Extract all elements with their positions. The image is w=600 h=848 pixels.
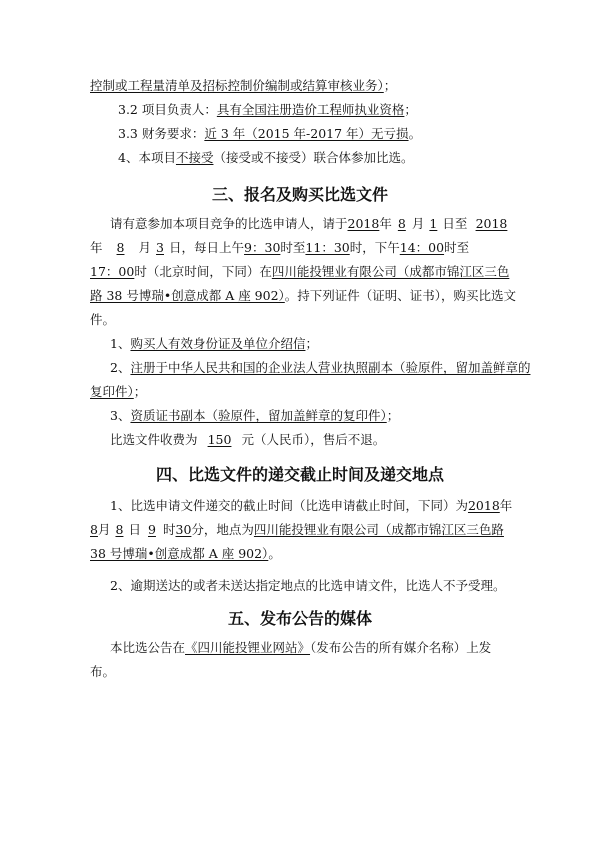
registration-para-line-4: 路 38 号博瑞•创意成都 A 座 902）。持下列证件（证明、证书），购买比选文 [90,288,517,303]
media-para-line-1: 本比选公告在《四川能投锂业网站》（发布公告的所有媒介名称）上发 [110,640,492,655]
registration-para-line-1: 请有意参加本项目竞争的比选申请人，请于2018年 8 月 1 日至 2018 [110,216,508,231]
late-submission-note: 2、逾期送达的或者未送达指定地点的比选申请文件，比选人不予受理。 [110,578,506,593]
registration-para-line-2: 年 8 月 3 日，每日上午9：30时至11：30时，下午14：00时至 [90,240,470,255]
media-para-line-2: 布。 [90,664,116,679]
required-doc-3: 3、资质证书副本（验原件，留加盖鲜章的复印件）； [110,408,400,423]
section-3-heading: 三、报名及购买比选文件 [211,185,388,204]
registration-para-line-3: 17：00时（北京时间，下同）在四川能投锂业有限公司（成都市锦江区三色 [90,264,510,279]
document-fee: 比选文件收费为 150 元（人民币），售后不退。 [110,432,386,447]
qualification-line-1: 控制或工程量清单及招标控制价编制或结算审核业务）； [90,78,397,93]
required-doc-2: 2、注册于中华人民共和国的企业法人营业执照副本（验原件，留加盖鲜章的 [110,360,531,375]
required-doc-1: 1、购买人有效身份证及单位介绍信； [110,336,318,351]
deadline-para-line-2: 8月 8 日 9 时30分，地点为四川能投锂业有限公司（成都市锦江区三色路 [90,522,504,537]
section-4-heading: 四、比选文件的递交截止时间及递交地点 [155,465,444,484]
deadline-para-line-3: 38 号博瑞•创意成都 A 座 902）。 [90,546,281,561]
deadline-para-line-1: 1、比选申请文件递交的截止时间（比选申请截止时间，下同）为2018年 [110,498,513,513]
qualification-4: 4、本项目不接受（接受或不接受）联合体参加比选。 [118,150,414,165]
required-doc-2-cont: 复印件）； [90,384,147,399]
section-5-heading: 五、发布公告的媒体 [227,609,372,628]
qualification-3-3: 3.3 财务要求：近 3 年（2015 年-2017 年）无亏损。 [118,126,422,141]
registration-para-line-5: 件。 [90,312,116,327]
qualification-3-2: 3.2 项目负责人：具有全国注册造价工程师执业资格； [118,102,417,117]
